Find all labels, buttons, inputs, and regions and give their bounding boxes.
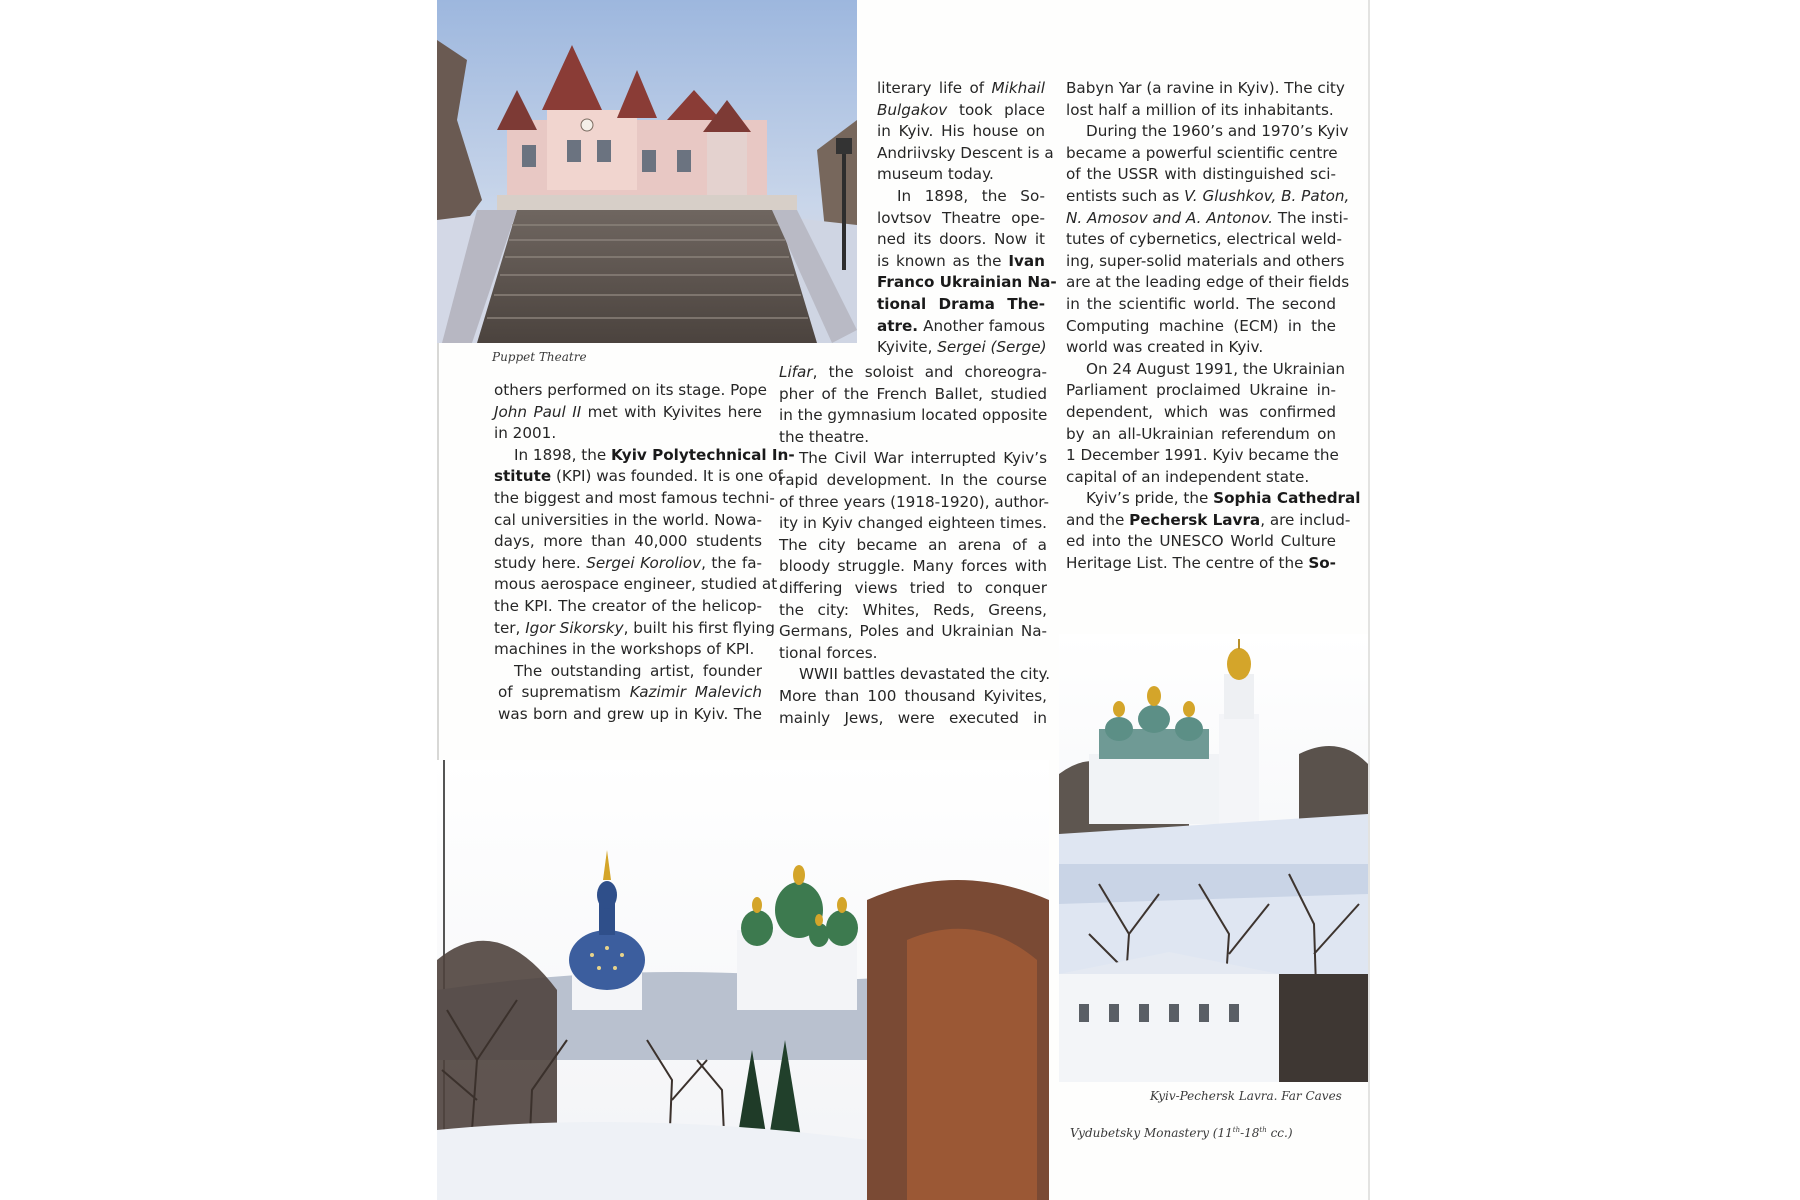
caption-vydubetsky-name: Vydubetsky Monastery (11 xyxy=(1070,1126,1233,1140)
paragraph: In 1898, the Kyiv Polytechnical In- stitute (KPI) was founded. It is one of the biggest and most famous techni- cal universities in the world. Nowa- days, more than 40,000 students study here. Sergei Koroliov, the fa- mous aerospace engineer, studied at the KPI. The creator of the helicop- ter, Igor Sikorsky, built his first flying machines in the workshops of KPI. xyxy=(494,445,795,659)
paragraph: In 1898, the So- lovtsov Theatre ope- ned its doors. Now it is known as the Ivan Franco Ukrainian Na- tional Drama The- atre. Another famous Kyivite, Sergei (Serge) xyxy=(877,186,1057,357)
paragraph: others performed on its stage. Pope John Paul II met with Kyivites here in 2001. xyxy=(494,381,768,443)
caption-sup-1: th xyxy=(1232,1126,1241,1134)
caption-vydubetsky-mid: -18 xyxy=(1240,1126,1260,1140)
caption-sup-2: th xyxy=(1259,1126,1267,1134)
paragraph: WWII battles devastated the city. More than 100 thousand Kyivites, mainly Jews, were executed in xyxy=(779,665,1051,727)
page-edge-right xyxy=(1368,0,1370,1200)
caption-lavra: Kyiv-Pechersk Lavra. Far Caves xyxy=(1150,1089,1342,1103)
paragraph: During the 1960’s and 1970’s Kyiv became a powerful scientific centre of the USSR with distinguished sci- entists such as V. Glushkov, B. Paton, N. Amosov and A. Antonov. The insti- tutes of cybernetics, electrical weld- ing, super-solid materials and others are at the leading edge of their fields in the scientific world. The second Computing machine (ECM) in the world was created in Kyiv. xyxy=(1066,122,1350,357)
puppet-theatre-photo xyxy=(437,0,857,343)
text-column-middle-top xyxy=(877,78,1057,359)
paragraph: Kyiv’s pride, the Sophia Cathedral and the Pechersk Lavra, are includ- ed into the UNESCO World Culture Heritage List. The centre of the So- xyxy=(1066,489,1361,573)
caption-vydubetsky xyxy=(1070,1126,1293,1140)
paragraph: Babyn Yar (a ravine in Kyiv). The city lost half a million of its inhabitants. xyxy=(1066,79,1345,119)
paragraph: On 24 August 1991, the Ukrainian Parliament proclaimed Ukraine in- dependent, which was confirmed by an all-Ukrainian referendum on 1 December 1991. Kyiv became the capital of an independent state. xyxy=(1066,359,1346,486)
text-column-left xyxy=(494,380,795,726)
paragraph: Lifar, the soloist and choreogra- pher of the French Ballet, studied in the gymnasium located opposite the theatre. xyxy=(779,363,1048,446)
caption-puppet-theatre: Puppet Theatre xyxy=(492,350,587,364)
vydubetsky-monastery-photo xyxy=(437,760,1049,1200)
paragraph: literary life of Mikhail Bulgakov took place in Kyiv. His house on Andriivsky Descent is a museum today. xyxy=(877,79,1054,184)
text-column-middle-bottom xyxy=(779,362,1051,729)
paragraph: The Civil War interrupted Kyiv’s rapid development. In the course of three years (1918-1920), author- ity in Kyiv changed eighteen times. The city became an arena of a bloody struggle. Many forces with differing views tried to conquer the city: Whites, Reds, Greens, Germans, Poles and Ukrainian Na- tional forces. xyxy=(779,449,1049,662)
caption-vydubetsky-end: cc.) xyxy=(1266,1126,1293,1140)
paragraph: The outstanding artist, founder of suprematism Kazimir Malevich was born and grew up in Kyiv. The xyxy=(498,661,762,723)
lavra-photo xyxy=(1059,634,1368,1082)
text-column-right xyxy=(1066,78,1361,575)
